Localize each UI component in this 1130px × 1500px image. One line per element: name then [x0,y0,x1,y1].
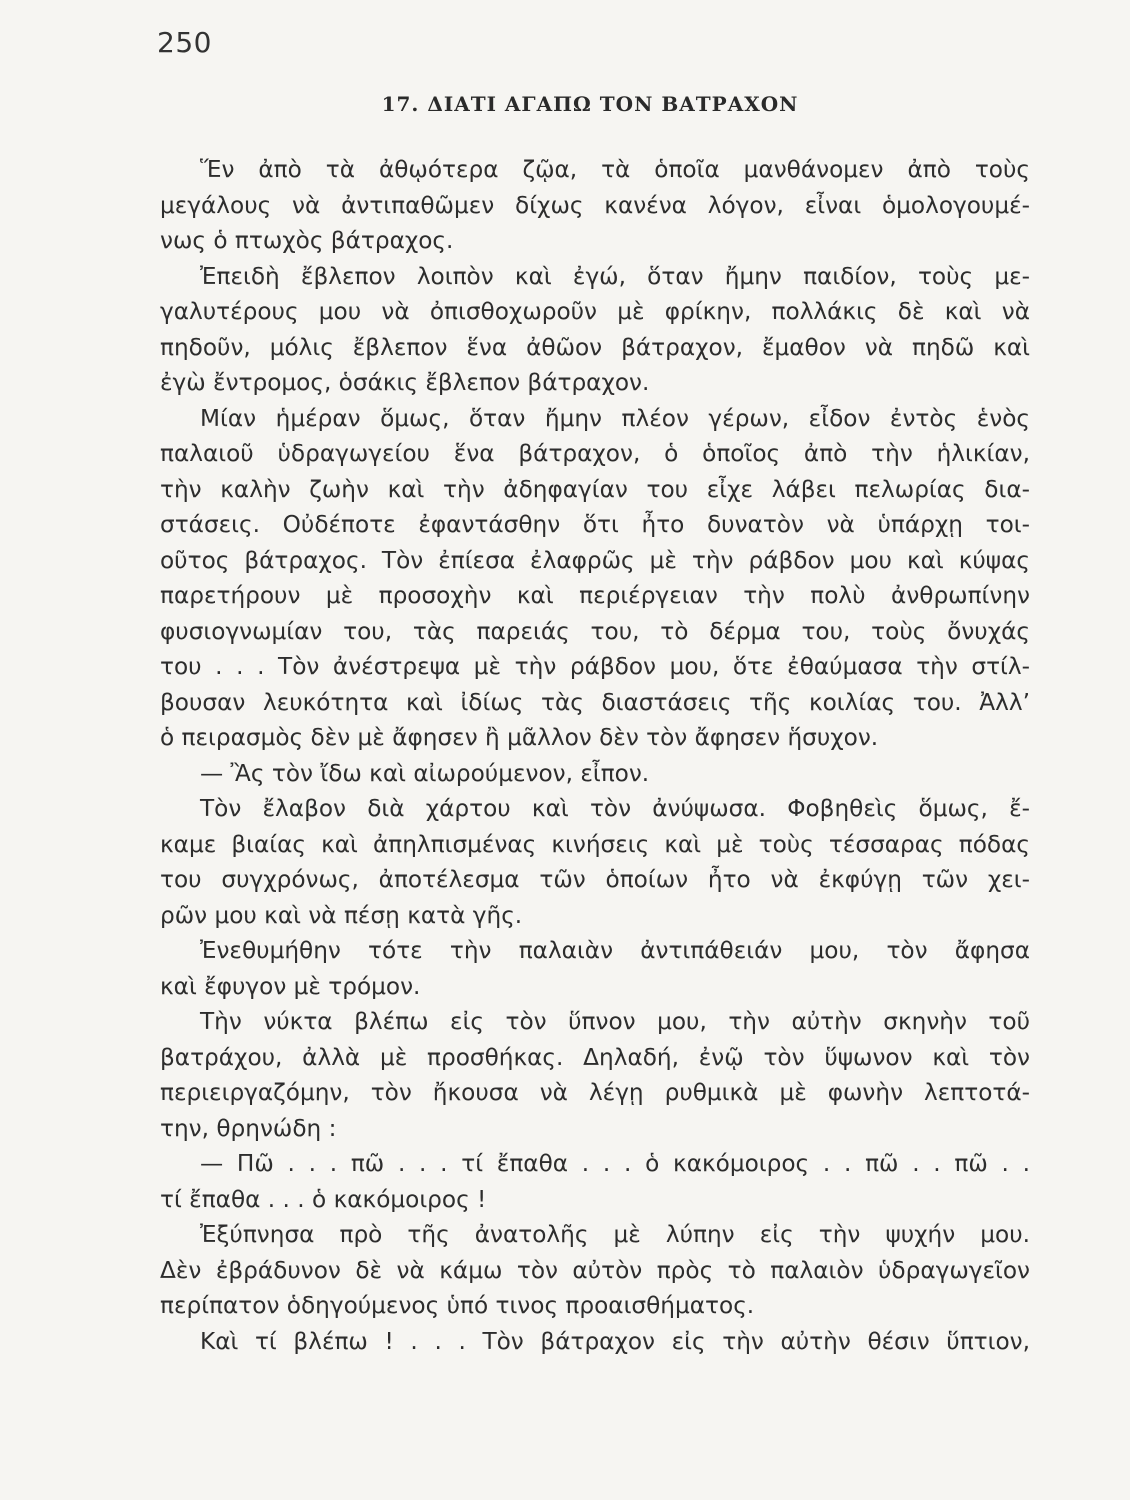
text-line: βατράχου, ἀλλὰ μὲ προσθήκας. Δηλαδή, ἐνῷ τὸν ὕψωνον καὶ τὸν [160,1043,1030,1071]
text-line: Ἐπειδὴ ἔβλεπον λοιπὸν καὶ ἐγώ, ὅταν ἤμην παιδίον, τοὺς με- [200,262,1030,290]
text-line: παλαιοῦ ὑδραγωγείου ἕνα βάτραχον, ὁ ὁποῖος ἀπὸ τὴν ἡλικίαν, [160,440,1030,467]
text-line: — Πῶ . . . πῶ . . . τί ἔπαθα . . . ὁ κακόμοιρος . . πῶ . . πῶ . . [200,1150,1030,1177]
text-line: τί ἔπαθα . . . ὁ κακόμοιρος ! [160,1185,487,1213]
text-line: οῦτος βάτραχος. Τὸν ἐπίεσα ἐλαφρῶς μὲ τὴν ράβδον μου καὶ κύψας [160,546,1030,574]
text-line: Μίαν ἡμέραν ὅμως, ὅταν ἤμην πλέον γέρων, εἶδον ἐντὸς ἑνὸς [200,404,1030,432]
page-number: 250 [157,26,212,59]
body-text [160,152,1030,1359]
text-line: την, θρηνώδη : [160,1114,337,1142]
text-line: Ἐνεθυμήθην τότε τὴν παλαιὰν ἀντιπάθειάν μου, τὸν ἄφησα [200,937,1030,964]
text-line: Δὲν ἐβράδυνον δὲ νὰ κάμω τὸν αὐτὸν πρὸς τὸ παλαιὸν ὑδραγωγεῖον [160,1256,1030,1284]
text-line: Καὶ τί βλέπω ! . . . Τὸν βάτραχον εἰς τὴν αὐτὴν θέσιν ὕπτιον, [200,1327,1030,1355]
text-line: καὶ ἔφυγον μὲ τρόμον. [160,972,421,1000]
text-line: του . . . Τὸν ἀνέστρεψα μὲ τὴν ράβδον μου, ὅτε ἐθαύμασα τὴν στίλ- [160,653,1030,680]
text-line: περιειργαζόμην, τὸν ἤκουσα νὰ λέγῃ ρυθμικὰ μὲ φωνὴν λεπτοτά- [160,1079,1030,1106]
text-line: περίπατον ὁδηγούμενος ὑπό τινος προαισθήματος. [160,1292,755,1319]
text-line: ὁ πειρασμὸς δὲν μὲ ἄφησεν ἢ μᾶλλον δὲν τὸν ἄφησεν ἥσυχον. [160,724,879,751]
text-line: Τὸν ἔλαβον διὰ χάρτου καὶ τὸν ἀνύψωσα. Φοβηθεὶς ὅμως, ἔ- [200,795,1030,822]
text-line: ρῶν μου καὶ νὰ πέσῃ κατὰ γῆς. [160,901,523,929]
text-line: γαλυτέρους μου νὰ ὀπισθοχωροῦν μὲ φρίκην, πολλάκις δὲ καὶ νὰ [160,298,1030,325]
text-line: Ἐξύπνησα πρὸ τῆς ἀνατολῆς μὲ λύπην εἰς τὴν ψυχήν μου. [200,1221,1030,1248]
text-line: στάσεις. Οὐδέποτε ἐφαντάσθην ὅτι ἦτο δυνατὸν νὰ ὑπάρχῃ τοι- [160,511,1030,538]
text-line: πηδοῦν, μόλις ἔβλεπον ἕνα ἀθῶον βάτραχον, ἔμαθον νὰ πηδῶ καὶ [160,333,1030,361]
text-line: — Ἂς τὸν ἴδω καὶ αἰωρούμενον, εἶπον. [200,759,650,787]
text-line: παρετήρουν μὲ προσοχὴν καὶ περιέργειαν τὴν πολὺ ἀνθρωπίνην [160,582,1030,609]
text-line: Τὴν νύκτα βλέπω εἰς τὸν ὕπνον μου, τὴν αὐτὴν σκηνὴν τοῦ [200,1008,1030,1035]
text-line: μεγάλους νὰ ἀντιπαθῶμεν δίχως κανένα λόγον, εἶναι ὁμολογουμέ- [160,191,1030,219]
text-line: φυσιογνωμίαν του, τὰς παρειάς του, τὸ δέρμα του, τοὺς ὄνυχάς [160,617,1030,645]
text-line: βουσαν λευκότητα καὶ ἰδίως τὰς διαστάσεις τῆς κοιλίας του. Ἀλλ’ [160,688,1030,716]
text-line: νως ὁ πτωχὸς βάτραχος. [160,227,454,254]
text-line: καμε βιαίας καὶ ἀπηλπισμένας κινήσεις καὶ μὲ τοὺς τέσσαρας πόδας [160,830,1030,858]
chapter-title: 17. ΔΙΑΤΙ ΑΓΑΠΩ ΤΟΝ ΒΑΤΡΑΧΟΝ [381,92,799,116]
text-line: του συγχρόνως, ἀποτέλεσμα τῶν ὁποίων ἦτο νὰ ἐκφύγῃ τῶν χει- [160,866,1030,893]
text-line: ἐγὼ ἔντρομος, ὁσάκις ἔβλεπον βάτραχον. [160,369,650,396]
text-line: Ἕν ἀπὸ τὰ ἀθῳότερα ζῷα, τὰ ὁποῖα μανθάνομεν ἀπὸ τοὺς [200,156,1030,183]
text-line: τὴν καλὴν ζωὴν καὶ τὴν ἀδηφαγίαν του εἶχε λάβει πελωρίας δια- [160,475,1030,503]
